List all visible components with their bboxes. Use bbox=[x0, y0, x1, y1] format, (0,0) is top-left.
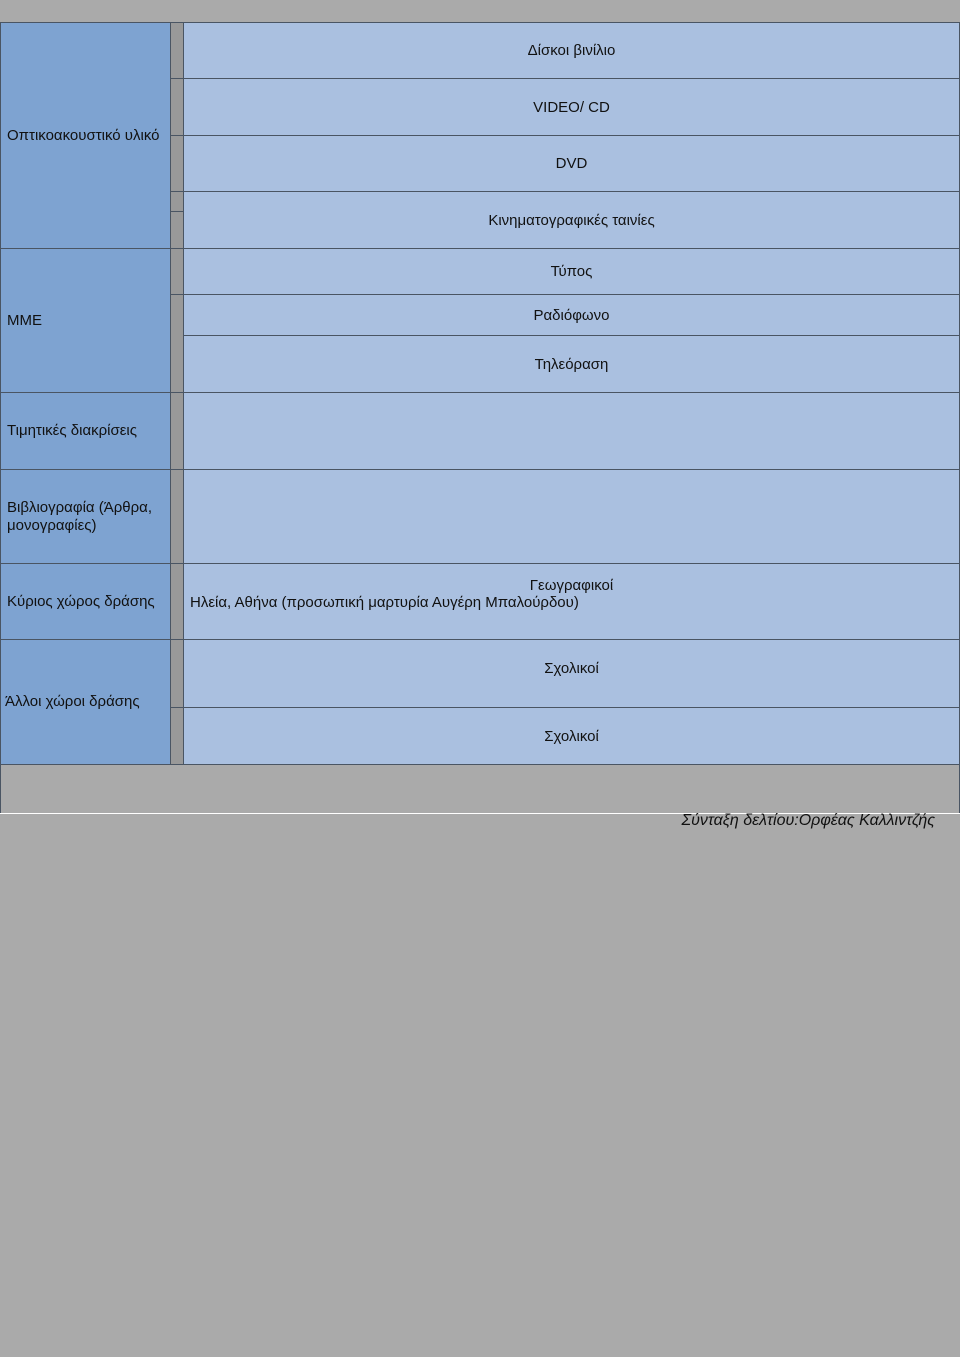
value-text: Τύπος bbox=[550, 263, 593, 280]
value-radio bbox=[184, 295, 960, 336]
value-dvd bbox=[184, 136, 960, 192]
spacer-cell bbox=[171, 564, 184, 640]
spacer-cell bbox=[171, 136, 184, 192]
label-awards bbox=[0, 393, 171, 470]
record-sheet bbox=[0, 22, 960, 814]
value-text: Κινηματογραφικές ταινίες bbox=[488, 211, 655, 229]
label-awards-text: Τιμητικές διακρίσεις bbox=[7, 422, 137, 439]
label-other-areas-text: Άλλοι χώροι δράσης bbox=[5, 693, 140, 710]
value-bibliography bbox=[184, 470, 960, 564]
value-text: Σχολικοί bbox=[544, 660, 599, 677]
value-text: Ηλεία, Αθήνα (προσωπική μαρτυρία Αυγέρη Μπαλούρδου) bbox=[190, 593, 579, 611]
spacer-cell bbox=[171, 708, 184, 765]
label-bibliography-text: Βιβλιογραφία (Άρθρα, μονογραφίες) bbox=[7, 498, 152, 534]
spacer-cell bbox=[171, 249, 184, 295]
value-press bbox=[184, 249, 960, 295]
label-media-text: ΜΜΕ bbox=[7, 311, 42, 329]
value-text: Τηλεόραση bbox=[534, 355, 609, 373]
label-main-area-text: Κύριος χώρος δράσης bbox=[7, 592, 155, 610]
value-video-cd bbox=[184, 79, 960, 136]
spacer-cell bbox=[171, 192, 184, 212]
value-television bbox=[184, 336, 960, 393]
spacer-cell bbox=[171, 470, 184, 564]
spacer-cell bbox=[171, 393, 184, 470]
value-main-area bbox=[184, 564, 960, 640]
value-text: VIDEO/ CD bbox=[533, 98, 610, 116]
value-heading: Γεωγραφικοί bbox=[529, 576, 614, 594]
label-other-areas bbox=[0, 640, 171, 765]
spacer-cell bbox=[171, 22, 184, 79]
label-audiovisual-text: Οπτικοακουστικό υλικό bbox=[7, 126, 160, 144]
compiled-by: Σύνταξη δελτίου:Ορφέας Καλλιντζής bbox=[681, 812, 935, 829]
label-bibliography bbox=[0, 470, 171, 564]
spacer-cell bbox=[171, 212, 184, 249]
value-text: Ραδιόφωνο bbox=[533, 306, 610, 324]
label-audiovisual bbox=[0, 22, 171, 249]
spacer-cell bbox=[171, 79, 184, 136]
footer-band bbox=[0, 765, 960, 829]
spacer-cell bbox=[171, 295, 184, 393]
value-films bbox=[184, 192, 960, 249]
value-text: Δίσκοι βινίλιο bbox=[527, 42, 616, 59]
label-main-area bbox=[0, 564, 171, 640]
value-awards bbox=[184, 393, 960, 470]
value-other-area-1 bbox=[184, 640, 960, 708]
value-vinyl-records bbox=[184, 22, 960, 79]
value-text: DVD bbox=[555, 155, 588, 172]
spacer-cell bbox=[171, 640, 184, 708]
label-media bbox=[0, 249, 171, 393]
value-text: Σχολικοί bbox=[544, 727, 599, 745]
value-other-area-2 bbox=[184, 708, 960, 765]
